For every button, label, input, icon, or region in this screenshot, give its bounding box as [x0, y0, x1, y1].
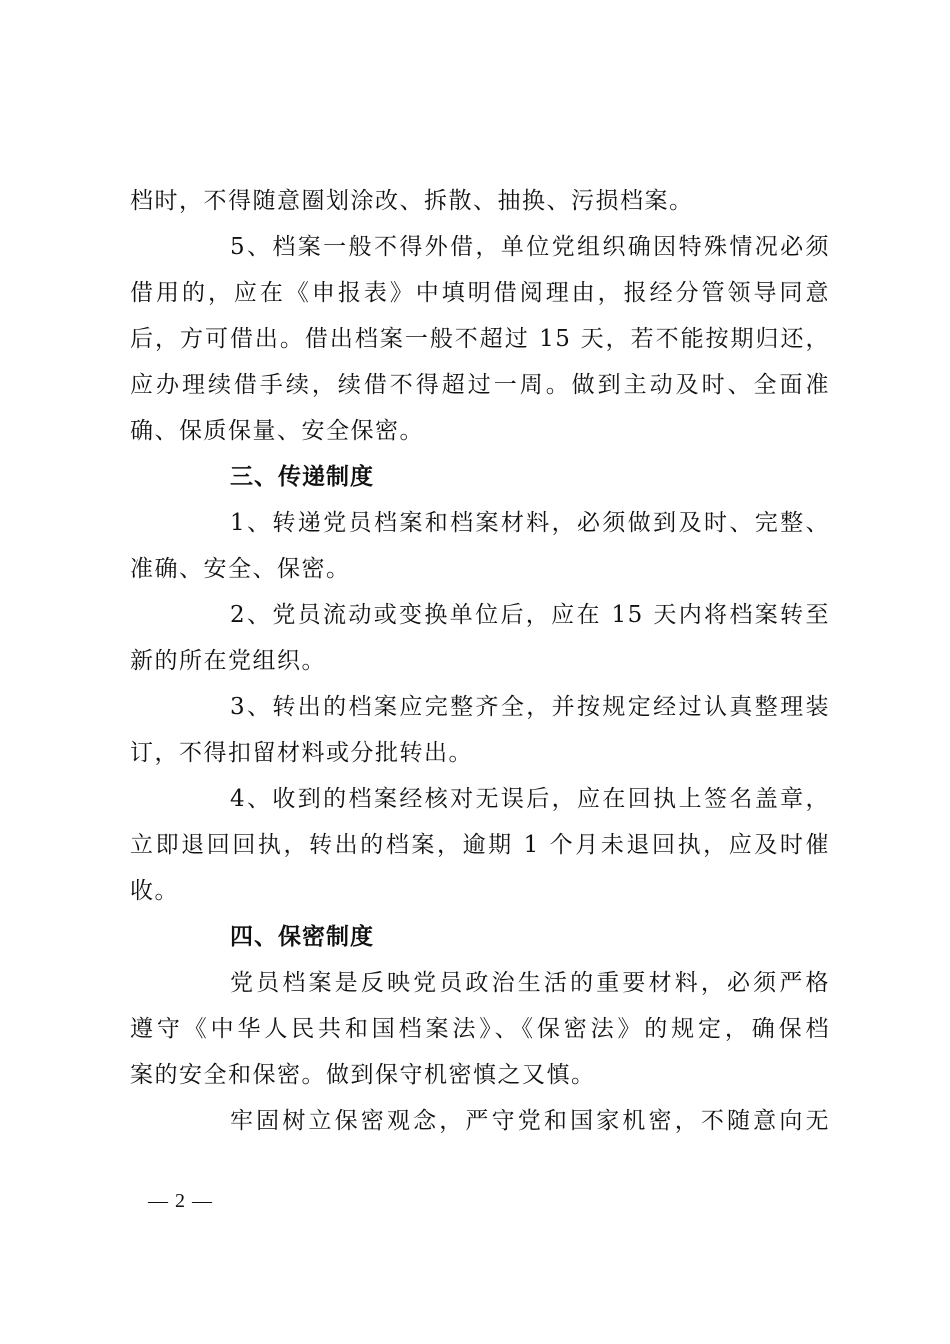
paragraph-line: 订，不得扣留材料或分批转出。 — [130, 740, 473, 766]
paragraph-line: 牢固树立保密观念，严守党和国家机密，不随意向无 — [230, 1108, 830, 1134]
paragraph-line: 借用的，应在《申报表》中填明借阅理由，报经分管领导同意 — [130, 280, 830, 306]
section-heading: 三、传递制度 — [230, 464, 374, 490]
paragraph-line: 档时，不得随意圈划涂改、拆散、抽换、污损档案。 — [130, 188, 694, 214]
paragraph-line: 新的所在党组织。 — [130, 648, 326, 674]
section-heading: 四、保密制度 — [230, 924, 374, 950]
paragraph-line: 收。 — [130, 878, 179, 904]
paragraph-line: 5、档案一般不得外借，单位党组织确因特殊情况必须 — [230, 234, 830, 260]
paragraph-line: 后，方可借出。借出档案一般不超过 15 天，若不能按期归还， — [130, 326, 830, 352]
paragraph-line: 准确、安全、保密。 — [130, 556, 351, 582]
document-body — [130, 178, 830, 1144]
paragraph-line: 案的安全和保密。做到保守机密慎之又慎。 — [130, 1062, 596, 1088]
paragraph-line: 1、转递党员档案和档案材料，必须做到及时、完整、 — [230, 510, 830, 536]
paragraph-line: 立即退回回执，转出的档案，逾期 1 个月未退回执，应及时催 — [130, 832, 830, 858]
paragraph-line: 4、收到的档案经核对无误后，应在回执上签名盖章， — [230, 786, 830, 812]
page-number: — 2 — — [148, 1190, 213, 1212]
paragraph-line: 确、保质保量、安全保密。 — [130, 418, 424, 444]
paragraph-line: 2、党员流动或变换单位后，应在 15 天内将档案转至 — [230, 602, 830, 628]
paragraph-line: 党员档案是反映党员政治生活的重要材料，必须严格 — [230, 970, 830, 996]
paragraph-line: 遵守《中华人民共和国档案法》、《保密法》的规定，确保档 — [130, 1016, 830, 1042]
paragraph-line: 应办理续借手续，续借不得超过一周。做到主动及时、全面准 — [130, 372, 830, 398]
paragraph-line: 3、转出的档案应完整齐全，并按规定经过认真整理装 — [230, 694, 830, 720]
